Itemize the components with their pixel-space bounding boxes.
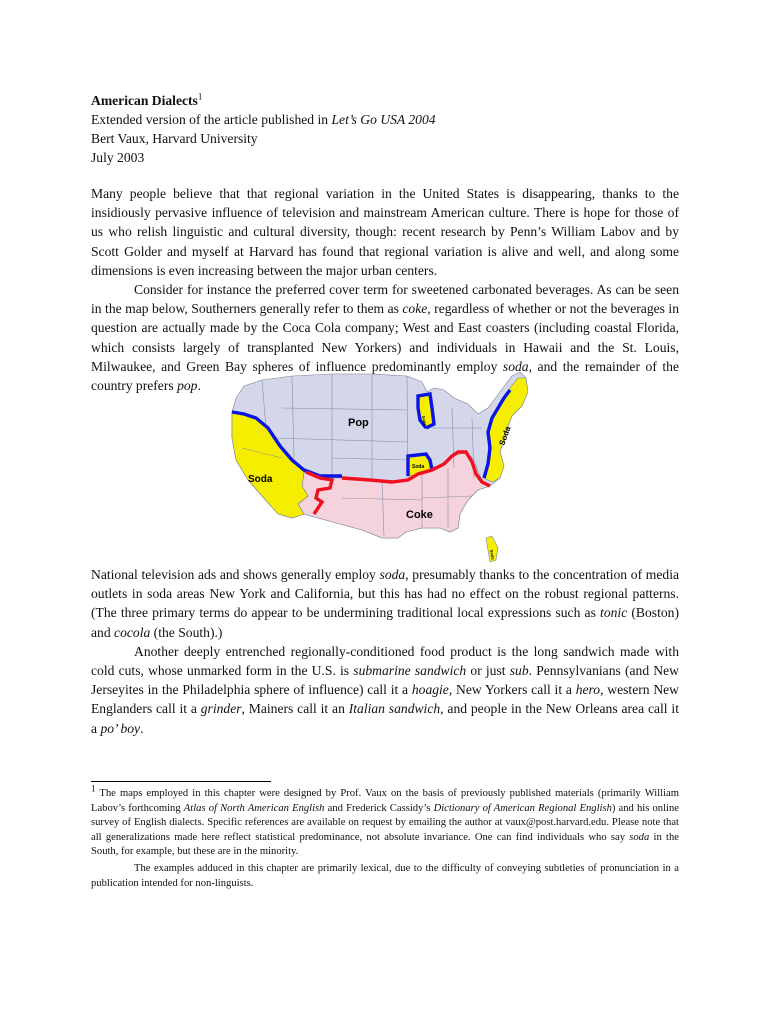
footnotes [91, 783, 679, 891]
article-date: July 2003 [91, 150, 145, 165]
paragraph-3: National television ads and shows generally employ soda, presumably thanks to the concentration of media outlets in soda areas New York and California, but this has had no effect on the robust regional patterns. (The three primary terms do appear to be undermining traditional local expressions such as tonic (Boston) and cocola (the South).) [91, 567, 679, 640]
article-title-line [91, 91, 679, 110]
paragraph-2: Consider for instance the preferred cover term for sweetened carbonated beverages. As can be seen in the map below, Southerners generally refer to them as coke, regardless of whether or not the beverages in question are actually made by the Coca Cola company; West and East coasters (including coastal Florida, which consists largely of transplanted New Yorkers) and individuals in Hawaii and the St. Louis, Milwaukee, and Green Bay spheres of influence predominantly employ soda, and the remainder of the country prefers pop. [91, 282, 680, 394]
footnote-marker[interactable]: 1 [197, 91, 203, 102]
map-label-soda-florida: Soda [489, 549, 496, 560]
map-label-soda-northeast: Soda [497, 425, 513, 447]
footnote-divider [91, 781, 271, 782]
article-header [91, 91, 679, 395]
map-label-pop: Pop [348, 417, 369, 429]
footnote-1-continued: The examples adduced in this chapter are primarily lexical, due to the difficulty of conveying subtleties of pronunciation in a publication intended for non-linguists. [91, 862, 679, 889]
map-label-soda-wisconsin: Soda [421, 415, 428, 426]
paragraph-1: Many people believe that that regional variation in the United States is disappearing, thanks to the insidiously pervasive influence of television and mainstream American culture. There is hope for those of us who relish linguistic and cultural diversity, though: recent research by Penn’s William Labov and by Scott Golder and myself at Harvard has found that regional variation is alive and well, and along some dimensions is even increasing between the major urban centers. [91, 186, 679, 278]
footnote-1: $^1$ The maps employed in this chapter were designed by Prof. Vaux on the basis of previously published materials (primarily William Labov’s forthcoming Atlas of North American English and Frederick Cassidy’s Dictionary of American Regional English) and his online survey of English dialects. Specific references are available on request by emailing the author at vaux@post.harvard.edu. Please note that all generalizations made here reflect statistical predominance, not absolute invariance. One can find individuals who say soda in the South, for example, but these are in the minority. [91, 783, 679, 858]
footnote-1-marker: 1 [91, 783, 96, 794]
map-label-soda-west: Soda [248, 474, 273, 485]
map-label-coke: Coke [406, 509, 433, 521]
subtitle-text: Extended version of the article published in [91, 112, 332, 127]
us-map-svg [222, 368, 528, 568]
article-subtitle [91, 110, 679, 129]
article-body-continued [91, 565, 679, 738]
soda-pop-coke-map [222, 368, 528, 568]
article-title: American Dialects [91, 93, 198, 108]
subtitle-book-title: Let’s Go USA 2004 [331, 112, 436, 127]
article-author: Bert Vaux, Harvard University [91, 131, 258, 146]
paragraph-4: Another deeply entrenched regionally-conditioned food product is the long sandwich made with cold cuts, whose unmarked form in the U.S. is submarine sandwich or just sub. Pennsylvanians (and New Jerseyites in the Philadelphia sphere of influence) call it a hoagie, New Yorkers call it a hero, western New Englanders call it a grinder, Mainers call it an Italian sandwich, and people in the New Orleans area call it a po’ boy. [91, 643, 679, 736]
map-label-soda-stlouis: Soda [412, 464, 425, 470]
